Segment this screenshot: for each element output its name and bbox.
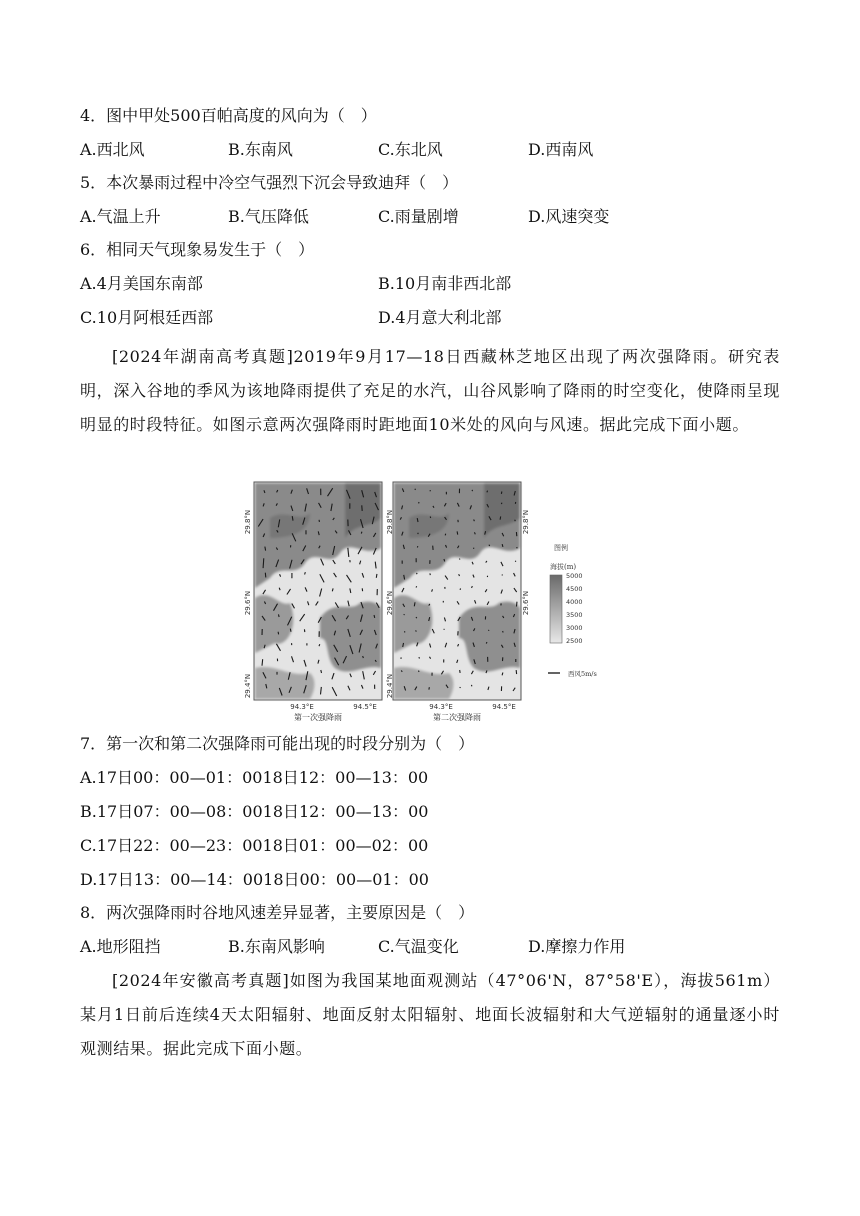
question-6-stem: 6．相同天气现象易发生于（ ）: [80, 240, 315, 259]
wind-vector: [416, 630, 417, 631]
elev-label-4500: 4500: [566, 585, 583, 593]
wind-vector: [500, 516, 501, 519]
question-7-option-c: C.17日22：00—23：0018日01：00—02：00: [80, 836, 429, 855]
question-5-option-c: C.雨量剧增: [378, 207, 459, 226]
elev-label-4000: 4000: [566, 598, 583, 606]
wind-vector: [515, 520, 516, 522]
passage-hunan: [2024年湖南高考真题]2019年9月17—18日西藏林芝地区出现了两次强降雨。研究表明，深入谷地的季风为该地降雨提供了充足的水汽，山谷风影响了降雨的时空变化，使降雨呈现明显的时段特征。如图示意两次强降雨时距地面10米处的风向与风速。据此完成下面小题。: [80, 347, 780, 434]
elev-label-5000: 5000: [566, 572, 583, 580]
question-7-option-a: A.17日00：00—01：0018日12：00—13：00: [80, 768, 429, 787]
question-4-option-a: A.西北风: [80, 140, 145, 159]
legend-title: 图例: [554, 544, 568, 552]
wind-vector: [417, 573, 418, 574]
wind-vector: [444, 559, 445, 561]
elev-label-3000: 3000: [566, 624, 583, 632]
wind-vector: [321, 670, 322, 673]
wind-vector: [414, 602, 415, 606]
wind-vector: [445, 534, 446, 536]
question-5-option-d: D.风速突变: [528, 207, 610, 226]
question-8-option-c: C.气温变化: [378, 937, 459, 956]
wind-vector: [417, 518, 418, 522]
lat-label-p2-2: 29.6°N: [386, 590, 394, 616]
wind-vector: [401, 670, 402, 671]
wind-scale-label: 西风5m/s: [568, 670, 597, 678]
wind-vector: [416, 617, 417, 618]
lat-label-right-1: 29.8°N: [522, 509, 530, 535]
question-6-option-d: D.4月意大利北部: [378, 308, 502, 327]
lat-label-3: 29.4°N: [244, 673, 252, 699]
wind-vector: [278, 614, 279, 617]
lat-label-right-2: 29.6°N: [522, 590, 530, 616]
elev-label-2500: 2500: [566, 637, 583, 645]
wind-vector: [474, 532, 475, 534]
wind-vector: [472, 490, 473, 491]
wind-vector: [457, 531, 458, 534]
legend: [548, 543, 597, 678]
wind-vector: [374, 615, 375, 618]
wind-vector: [305, 572, 306, 574]
elev-label-3500: 3500: [566, 611, 583, 619]
question-5-stem: 5．本次暴雨过程中冷空气强烈下沉会导致迪拜（ ）: [80, 173, 459, 192]
question-6-option-b: B.10月南非西北部: [378, 274, 512, 293]
passage-anhui: [2024年安徽高考真题]如图为我国某地面观测站（47°06'N，87°58'E），海拔561m）某月1日前后连续4天太阳辐射、地面反射太阳辐射、地面长波辐射和大气逆辐射的通量逐小时观测结果。据此完成下面小题。: [80, 971, 780, 1058]
wind-vector: [376, 574, 377, 578]
wind-vector: [419, 657, 420, 658]
question-8-option-a: A.地形阻挡: [80, 937, 161, 956]
lon-label-p1-1: 94.3°E: [290, 703, 314, 711]
wind-vector: [263, 558, 264, 568]
question-6-option-c: C.10月阿根廷西部: [80, 308, 214, 327]
lon-label-p2-2: 94.5°E: [492, 703, 516, 711]
lon-label-p2-1: 94.3°E: [429, 703, 453, 711]
wind-vector: [265, 547, 266, 551]
panel-2-caption: 第二次强降雨: [433, 713, 481, 722]
wind-map-figure: [244, 478, 620, 723]
question-5-option-b: B.气压降低: [228, 207, 309, 226]
wind-vector: [262, 659, 263, 666]
wind-vector: [502, 672, 503, 675]
wind-vector: [404, 614, 405, 615]
wind-vector: [502, 544, 503, 547]
lon-label-p1-2: 94.5°E: [353, 703, 377, 711]
lat-label-p2-3: 29.4°N: [386, 673, 394, 699]
question-4-option-c: C.东北风: [378, 140, 443, 159]
question-7-option-b: B.17日07：00—08：0018日12：00—13：00: [80, 802, 429, 821]
lat-label-2: 29.6°N: [244, 590, 252, 616]
wind-vector: [361, 532, 362, 534]
wind-vector: [332, 588, 333, 591]
lat-label-p2-1: 29.8°N: [386, 509, 394, 535]
elevation-color-bar: [550, 575, 562, 643]
panel-1-caption: 第一次强降雨: [294, 713, 342, 722]
question-8-option-d: D.摩擦力作用: [528, 937, 626, 956]
wind-vector: [430, 516, 431, 517]
question-5-option-a: A.气温上升: [80, 207, 161, 226]
wind-vector: [319, 644, 320, 646]
question-7-stem: 7．第一次和第二次强降雨可能出现的时段分别为（ ）: [80, 734, 475, 753]
question-4-option-b: B.东南风: [228, 140, 293, 159]
wind-vector: [459, 574, 460, 576]
question-7-option-d: D.17日13：00—14：0018日00：00—01：00: [80, 870, 429, 889]
wind-vector: [486, 642, 487, 644]
wind-vector: [487, 491, 488, 493]
wind-vector: [515, 561, 516, 562]
wind-vector: [489, 545, 490, 546]
wind-vector: [474, 519, 475, 521]
wind-vector: [292, 516, 293, 521]
question-8-stem: 8．两次强降雨时谷地风速差异显著，主要原因是（ ）: [80, 903, 475, 922]
wind-vector: [363, 656, 364, 658]
question-8-option-b: B.东南风影响: [228, 937, 325, 956]
question-6-option-a: A.4月美国东南部: [80, 274, 203, 293]
legend-subtitle: 海拔(m): [550, 563, 577, 571]
wind-vector: [290, 629, 291, 632]
question-4-option-d: D.西南风: [528, 140, 594, 159]
lat-label-1: 29.8°N: [244, 509, 252, 535]
question-4-stem: 4．图中甲处500百帕高度的风向为（ ）: [80, 106, 377, 125]
wind-vector: [416, 586, 417, 587]
wind-vector: [501, 503, 502, 504]
